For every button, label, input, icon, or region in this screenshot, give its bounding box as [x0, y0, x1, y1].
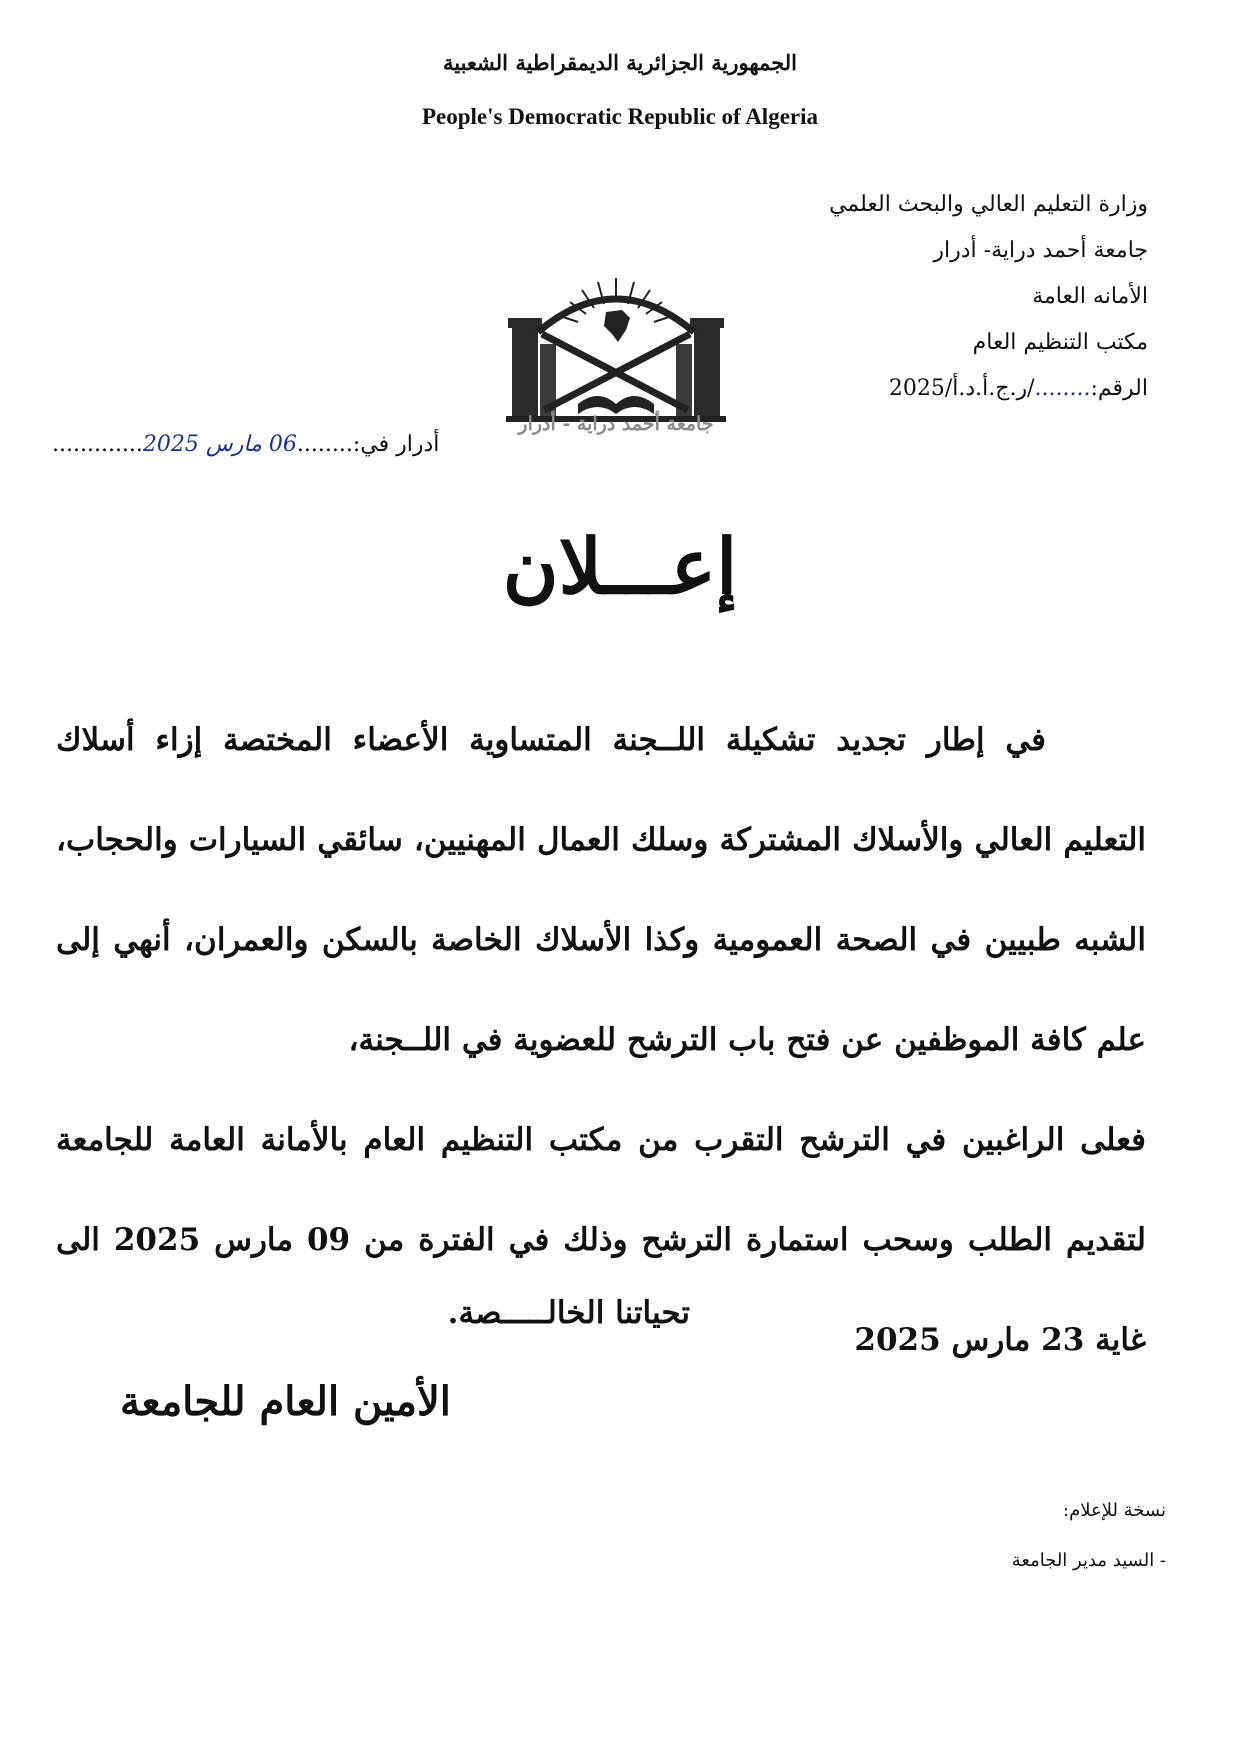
reference-suffix: /ر.ج.أ.د.أ/2025: [888, 376, 1035, 401]
date-label: أدرار في:: [352, 432, 440, 457]
announcement-body: [56, 690, 1146, 1390]
logo-caption: جامعة أحمد دراية - أدرار: [518, 413, 714, 435]
secretariat-name: الأمانه العامة: [1032, 284, 1148, 309]
announcement-title: إعـــلان: [502, 522, 738, 611]
date-stamp: 06 مارس 2025: [142, 432, 297, 457]
copy-to-title: نسخة للإعلام:: [1063, 1500, 1166, 1521]
office-name: مكتب التنظيم العام: [972, 330, 1148, 355]
university-name: جامعة أحمد دراية- أدرار: [933, 238, 1148, 263]
signatory-title: الأمين العام للجامعة: [120, 1378, 451, 1425]
republic-name-english: People's Democratic Republic of Algeria: [421, 104, 819, 129]
date-line: [52, 432, 439, 457]
body-paragraph-2: فعلى الراغبين في الترشح التقرب من مكتب التنظيم العام بالأمانة العامة للجامعة لتقديم الطلب وسحب استمارة الترشح وذلك في الفترة من 09 مارس 2025 الى غاية 23 مارس 2025: [56, 1122, 1146, 1358]
date-dots: ........: [296, 432, 353, 457]
date-dots-trailing: .............: [52, 432, 143, 457]
body-paragraph-1: في إطار تجديد تشكيلة اللــجنة المتساوية الأعضاء المختصة إزاء أسلاك التعليم العالي والأسلاك المشتركة وسلك العمال المهنيين، سائقي السيارات والحجاب، الشبه طبيين في الصحة العمومية وكذا الأسلاك الخاصة بالسكن والعمران، أنهي إلى علم كافة الموظفين عن فتح باب الترشح للعضوية في اللــجنة،: [56, 722, 1146, 1058]
reference-handwritten-number: ........: [1034, 376, 1091, 401]
republic-name-arabic: الجمهورية الجزائرية الديمقراطية الشعبية: [442, 50, 797, 75]
institution-header: [829, 182, 1148, 412]
reference-label: الرقم:: [1090, 376, 1148, 401]
closing-greeting: تحياتنا الخالـــــصة.: [447, 1295, 690, 1331]
ministry-name: وزارة التعليم العالي والبحث العلمي: [829, 192, 1148, 217]
copy-to-item: - السيد مدير الجامعة: [1011, 1550, 1166, 1571]
reference-number: [829, 366, 1148, 412]
